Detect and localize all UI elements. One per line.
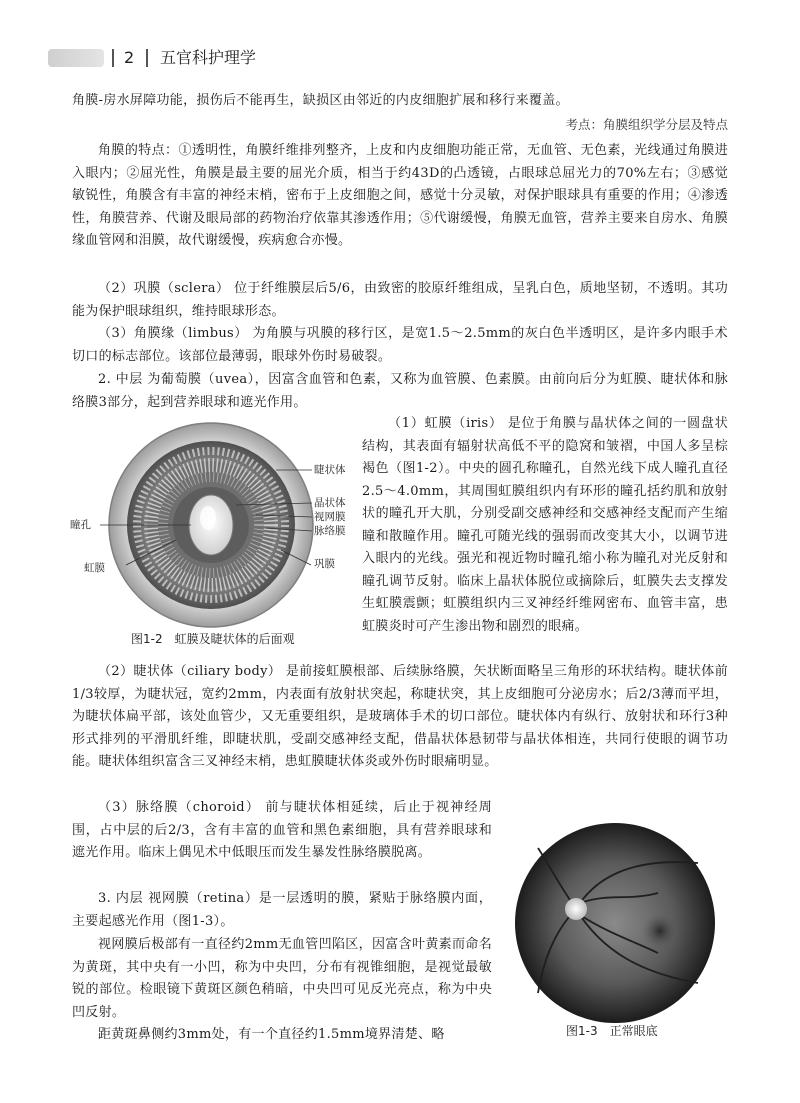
label-lens: 晶状体 <box>314 497 346 509</box>
figure-caption: 图1-3 正常眼底 <box>566 1024 658 1038</box>
page-header <box>0 0 800 70</box>
page-number: 2 <box>124 48 135 67</box>
label-pupil: 瞳孔 <box>70 519 91 531</box>
label-choroid: 脉络膜 <box>314 525 346 537</box>
fundus-photo <box>508 823 722 1033</box>
paragraph: 距黄斑鼻侧约3mm处，有一个直径约1.5mm境界清楚、略 <box>98 1027 445 1042</box>
label-ciliary-body: 睫状体 <box>314 464 346 476</box>
header-separator <box>112 49 114 67</box>
header-separator <box>146 49 148 67</box>
book-title: 五官科护理学 <box>160 48 257 67</box>
header-decoration <box>48 49 104 67</box>
paragraph: 角膜的特点：①透明性，角膜纤维排列整齐，上皮和内皮细胞功能正常，无血管、无色素，光线通过角膜进入眼内；②屈光性，角膜是最主要的屈光介质，相当于约43D的凸透镜，占眼球总屈光力的70%左右；③感觉敏锐性，角膜含有丰富的神经末梢，密布于上皮细胞之间，感觉十分灵敏，对保护眼球具有重要的作用；④渗透性，角膜营养、代谢及眼局部的药物治疗依靠其渗透作用；⑤代谢缓慢，角膜无血管，营养主要来自房水、角膜缘血管网和泪膜，故代谢缓慢，疾病愈合亦慢。 <box>72 143 729 248</box>
paragraph: 角膜-房水屏障功能，损伤后不能再生，缺损区由邻近的内皮细胞扩展和移行来覆盖。 <box>72 93 569 108</box>
label-iris: 虹膜 <box>84 562 105 574</box>
figure-iris-ciliary-body <box>66 400 352 660</box>
paragraph: （1）虹膜（iris） 是位于角膜与晶状体之间的一圆盘状结构，其表面有辐射状高低不平的隐窝和皱褶，中国人多呈棕褐色（图1-2）。中央的圆孔称瞳孔，自然光线下成人瞳孔直径2.5～4.0mm，其周围虹膜组织内有环形的瞳孔括约肌和放射状的瞳孔开大肌，分别受副交感神经和交感神经支配而产生缩瞳和散瞳作用。瞳孔可随光线的强弱而改变其大小，以调节进入眼内的光线。强光和视近物时瞳孔缩小称为瞳孔对光反射和瞳孔调节反射。临床上晶状体脱位或摘除后，虹膜失去支撑发生虹膜震颤；虹膜组织内三叉神经纤维网密布、血管丰富，患虹膜炎时可产生渗出物和剧烈的眼痛。 <box>362 416 728 634</box>
paragraph: （3）角膜缘（limbus） 为角膜与巩膜的移行区，是宽1.5～2.5mm的灰白色半透明区，是许多内眼手术切口的标志部位。该部位最薄弱，眼球外伤时易破裂。 <box>72 326 728 364</box>
paragraph: 2. 中层 为葡萄膜（uvea），因富含血管和色素，又称为血管膜、色素膜。由前向后分为虹膜、睫状体和脉络膜3部分，起到营养眼球和遮光作用。 <box>72 372 728 410</box>
iris-ciliary-diagram <box>66 400 352 660</box>
figure-caption: 图1-2 虹膜及睫状体的后面观 <box>131 632 295 646</box>
paragraph: （3）脉络膜（choroid） 前与睫状体相延续，后止于视神经周围，占中层的后2/3，含有丰富的血管和黑色素细胞，具有营养眼球和遮光作用。临床上偶见术中低眼压而发生暴发性脉络膜脱离。 <box>72 800 492 860</box>
paragraph: （2）巩膜（sclera） 位于纤维膜层后5/6，由致密的胶原纤维组成，呈乳白色，质地坚韧，不透明。其功能为保护眼球组织，维持眼球形态。 <box>72 281 728 319</box>
keypoint-note: 考点：角膜组织学分层及特点 <box>565 117 728 132</box>
paragraph: （2）睫状体（ciliary body） 是前接虹膜根部、后续脉络膜，矢状断面略呈三角形的环状结构。睫状体前1/3较厚，为睫状冠，宽约2mm，内表面有放射状突起，称睫状突，其上皮细胞可分泌房水；后2/3薄而平坦，为睫状体扁平部，该处血管少，又无重要组织，是玻璃体手术的切口部位。睫状体内有纵行、放射状和环行3种形式排列的平滑肌纤维，即睫状肌，受副交感神经支配，借晶状体悬韧带与晶状体相连，共同行使眼的调节功能。睫状体组织富含三叉神经末梢，患虹膜睫状体炎或外伤时眼痛明显。 <box>72 664 728 769</box>
label-retina: 视网膜 <box>314 511 346 523</box>
paragraph: 3. 内层 视网膜（retina）是一层透明的膜，紧贴于脉络膜内面，主要起感光作用（图1-3）。 <box>72 891 492 929</box>
figure-fundus <box>508 823 722 1033</box>
label-sclera: 巩膜 <box>314 558 335 570</box>
paragraph: 视网膜后极部有一直径约2mm无血管凹陷区，因富含叶黄素而命名为黄斑，其中央有一小凹，称为中央凹，分布有视锥细胞，是视觉最敏锐的部位。检眼镜下黄斑区颜色稍暗，中央凹可见反光亮点，称为中央凹反射。 <box>72 937 492 1020</box>
